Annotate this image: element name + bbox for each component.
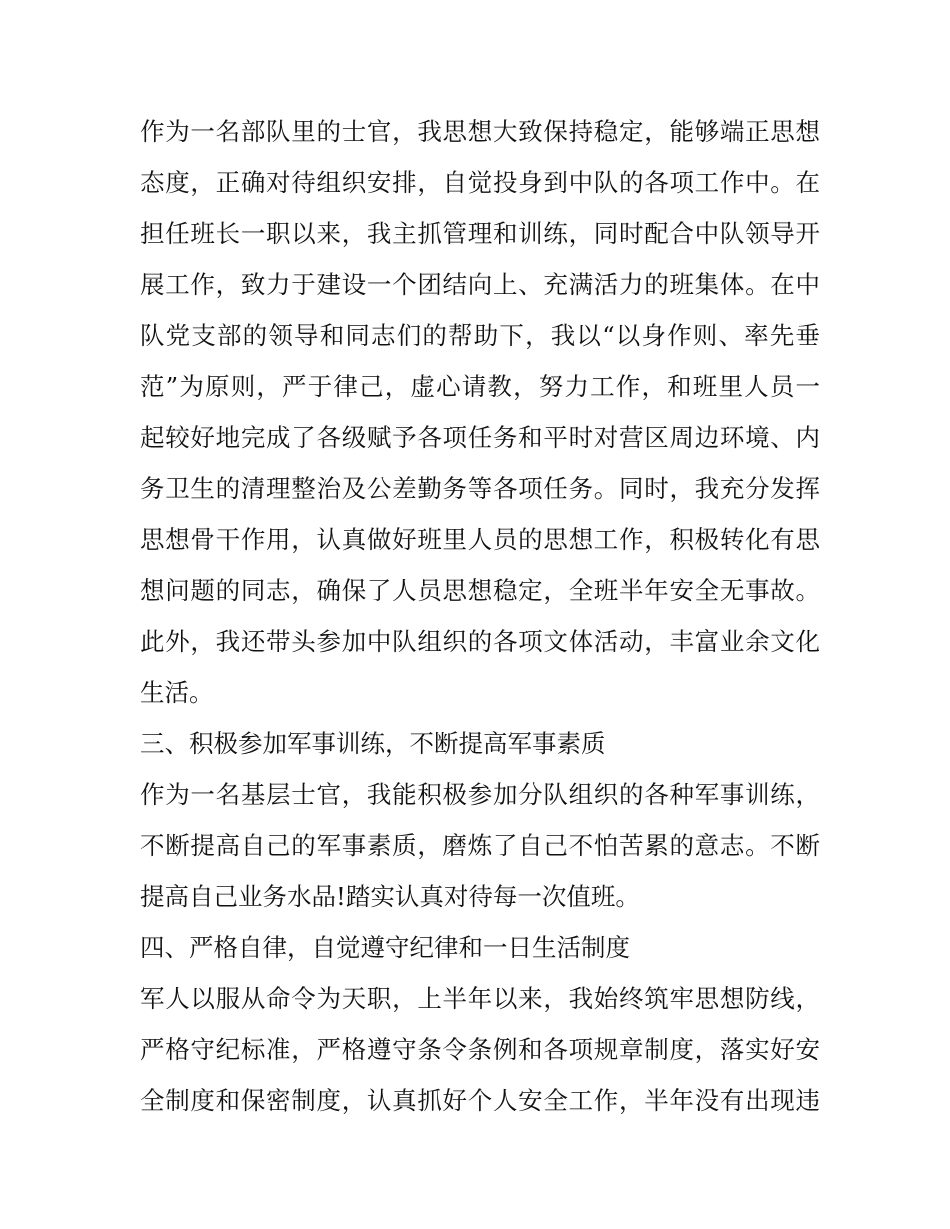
text-line: 范”为原则，严于律己，虚心请教，努力工作，和班里人员一	[140, 372, 820, 401]
text-line: 担任班长一职以来，我主抓管理和训练，同时配合中队领导开	[140, 219, 820, 248]
text-line: 思想骨干作用，认真做好班里人员的思想工作，积极转化有思	[140, 525, 820, 554]
text-line: 此外，我还带头参加中队组织的各项文体活动，丰富业余文化	[140, 627, 820, 656]
text-line: 务卫生的清理整治及公差勤务等各项任务。同时，我充分发挥	[140, 474, 820, 503]
text-line: 提高自己业务水品!踏实认真对待每一次值班。	[140, 882, 640, 911]
text-line: 作为一名部队里的士官，我思想大致保持稳定，能够端正思想	[140, 117, 820, 146]
text-line: 军人以服从命令为天职，上半年以来，我始终筑牢思想防线，	[140, 984, 820, 1013]
text-line: 队党支部的领导和同志们的帮助下，我以“以身作则、率先垂	[140, 321, 820, 350]
body-text	[140, 106, 820, 1126]
text-line: 全制度和保密制度，认真抓好个人安全工作，半年没有出现违	[140, 1086, 820, 1115]
section-heading: 四、严格自律，自觉遵守纪律和一日生活制度	[140, 933, 630, 962]
text-line: 严格守纪标准，严格遵守条令条例和各项规章制度，落实好安	[140, 1035, 820, 1064]
text-line: 作为一名基层士官，我能积极参加分队组织的各种军事训练，	[140, 780, 820, 809]
text-line: 起较好地完成了各级赋予各项任务和平时对营区周边环境、内	[140, 423, 820, 452]
text-line: 态度，正确对待组织安排，自觉投身到中队的各项工作中。在	[140, 168, 820, 197]
text-line: 不断提高自己的军事素质，磨炼了自己不怕苦累的意志。不断	[140, 831, 820, 860]
text-line: 展工作，致力于建设一个团结向上、充满活力的班集体。在中	[140, 270, 820, 299]
text-line: 生活。	[140, 678, 214, 707]
text-line: 想问题的同志，确保了人员思想稳定，全班半年安全无事故。	[140, 576, 820, 605]
section-heading: 三、积极参加军事训练，不断提高军事素质	[140, 729, 606, 758]
